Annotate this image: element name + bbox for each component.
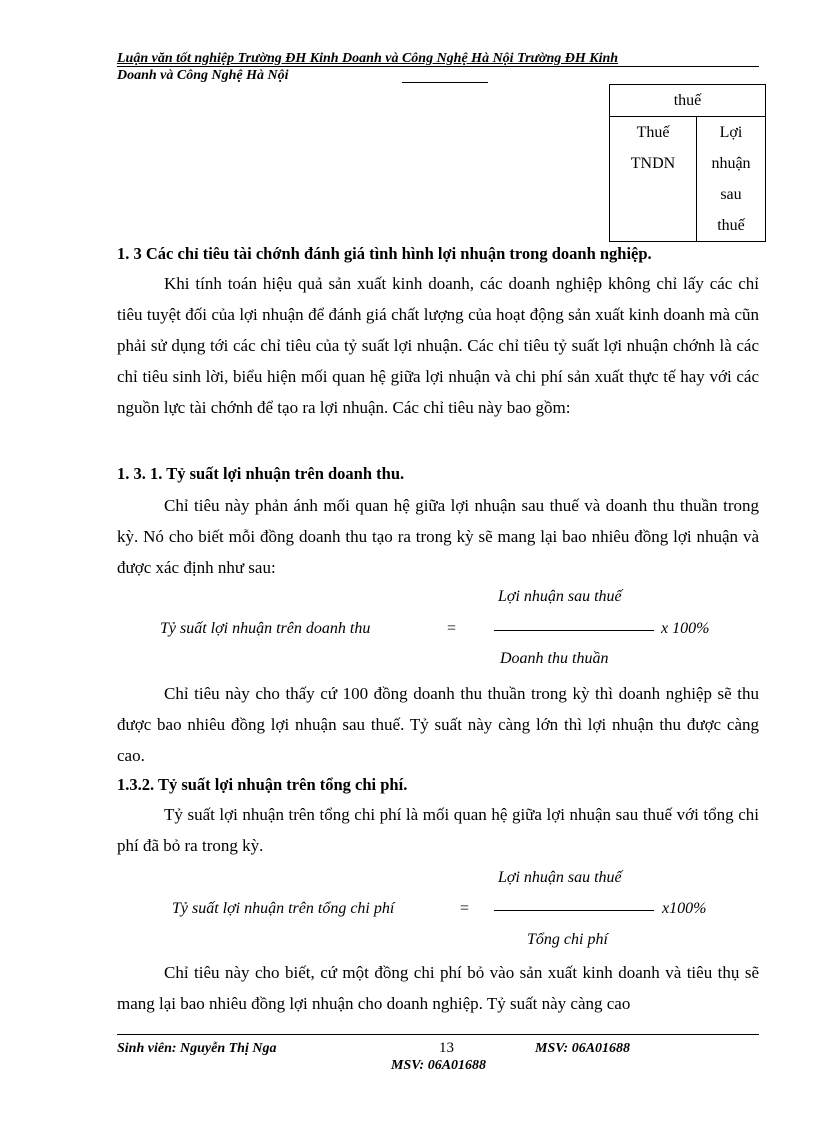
section-heading-1-3-1: 1. 3. 1. Tỷ suất lợi nhuận trên doanh thu. bbox=[117, 464, 405, 483]
formula1-numerator: Lợi nhuận sau thuế bbox=[498, 588, 622, 605]
footer-rule bbox=[117, 1034, 759, 1035]
section-heading-1-3: 1. 3 Các chỉ tiêu tài chớnh đánh giá tình hình lợi nhuận trong doanh nghiệp. bbox=[117, 244, 652, 263]
formula2-numerator: Lợi nhuận sau thuế bbox=[498, 869, 622, 886]
paragraph-text: Chỉ tiêu này cho thấy cứ 100 đồng doanh thu thuần trong kỳ thì doanh nghiệp sẽ thu được bao nhiêu đồng lợi nhuận sau thuế. Tỷ suất này càng lớn thì lợi nhuận thu được càng cao. bbox=[117, 684, 759, 765]
footer-msv: MSV: 06A01688 bbox=[535, 1041, 631, 1056]
formula2-equals: = bbox=[460, 900, 470, 917]
table-cell-text: sau bbox=[720, 186, 742, 203]
table-cell-cit bbox=[610, 117, 697, 242]
table-cell-text: TNDN bbox=[630, 155, 676, 172]
paragraph-text: Khi tính toán hiệu quả sản xuất kinh doanh, các doanh nghiệp không chỉ lấy các chỉ tiêu tuyệt đối của lợi nhuận để đánh giá chất lượng của hoạt động sản xuất kinh doanh mà cũn phải sử dụng tới các chỉ tiêu của tỷ suất lợi nhuận. Các chỉ tiêu tỷ suất lợi nhuận chớnh là các chỉ tiêu sinh lời, biểu hiện mối quan hệ giữa lợi nhuận và chi phí sản xuất thực tế hay với các nguồn lực tài chớnh để tạo ra lợi nhuận. Các chỉ tiêu này bao gồm: bbox=[117, 274, 759, 417]
paragraph-1-3 bbox=[117, 268, 759, 423]
paragraph-text: Tỷ suất lợi nhuận trên tổng chi phí là mối quan hệ giữa lợi nhuận sau thuế với tổng chi phí đã bỏ ra trong kỳ. bbox=[117, 805, 759, 855]
table-cell-text: nhuận bbox=[711, 155, 751, 172]
table-cell-tax-header: thuế bbox=[610, 85, 766, 117]
formula2-multiplier: x100% bbox=[662, 900, 707, 917]
formula1-equals: = bbox=[447, 620, 457, 637]
paragraph-1-3-2-explain bbox=[117, 957, 759, 1019]
paragraph-1-3-1-explain bbox=[117, 678, 759, 771]
header-short-rule bbox=[402, 82, 488, 83]
formula1-fraction-bar bbox=[494, 630, 654, 631]
paragraph-text: Chỉ tiêu này cho biết, cứ một đồng chi phí bỏ vào sản xuất kinh doanh và tiêu thụ sẽ mang lại bao nhiêu đồng lợi nhuận cho doanh nghiệp. Tỷ suất này càng cao bbox=[117, 963, 759, 1013]
formula1-label: Tỷ suất lợi nhuận trên doanh thu bbox=[160, 620, 371, 637]
formula1-denominator: Doanh thu thuần bbox=[500, 650, 609, 667]
section-heading-1-3-2: 1.3.2. Tỷ suất lợi nhuận trên tổng chi phí. bbox=[117, 775, 408, 794]
tax-table-fragment bbox=[609, 84, 766, 242]
table-cell-text: Thuế bbox=[636, 124, 670, 141]
table-cell-text: Lợi bbox=[719, 124, 743, 141]
footer-msv-repeat: MSV: 06A01688 bbox=[391, 1058, 487, 1073]
header-rule bbox=[117, 66, 759, 67]
formula2-fraction-bar bbox=[494, 910, 654, 911]
table-cell-profit-after-tax bbox=[697, 117, 766, 242]
formula2-denominator: Tổng chi phí bbox=[527, 931, 608, 948]
formula1-multiplier: x 100% bbox=[661, 620, 710, 637]
header-line-1: Luận văn tốt nghiệp Trường ĐH Kinh Doanh và Công Nghệ Hà Nội Trường ĐH Kinh bbox=[117, 51, 619, 66]
paragraph-1-3-1-intro bbox=[117, 490, 759, 583]
footer-student: Sinh viên: Nguyễn Thị Nga bbox=[117, 1041, 277, 1056]
paragraph-1-3-2-intro bbox=[117, 799, 759, 861]
footer-page-number: 13 bbox=[439, 1040, 454, 1056]
formula2-label: Tỷ suất lợi nhuận trên tổng chi phí bbox=[172, 900, 395, 917]
paragraph-text: Chỉ tiêu này phản ánh mối quan hệ giữa lợi nhuận sau thuế và doanh thu thuần trong kỳ. Nó cho biết mỗi đồng doanh thu tạo ra trong kỳ sẽ mang lại bao nhiêu đồng lợi nhuận và được xác định như sau: bbox=[117, 496, 759, 577]
table-cell-text: thuế bbox=[717, 217, 745, 234]
header-line-2: Doanh và Công Nghệ Hà Nội bbox=[117, 68, 289, 83]
